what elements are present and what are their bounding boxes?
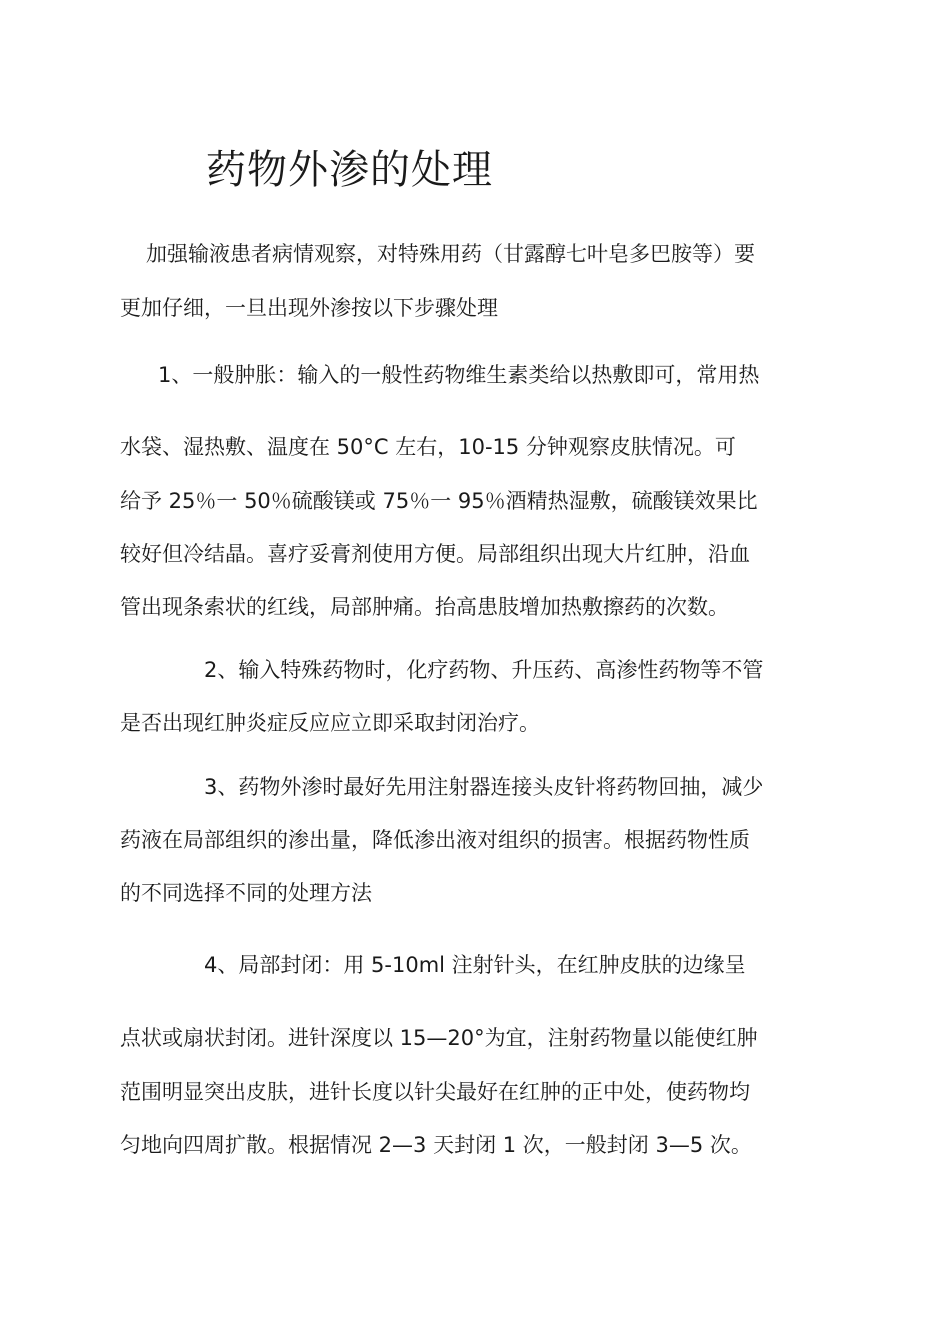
text-line: 1、一般肿胀：输入的一般性药物维生素类给以热敷即可，常用热 <box>158 363 760 387</box>
text-line: 3、药物外渗时最好先用注射器连接头皮针将药物回抽，减少 <box>204 775 764 799</box>
text-line: 的不同选择不同的处理方法 <box>120 881 372 905</box>
text-line: 给予 25％一 50％硫酸镁或 75％一 95％酒精热湿敷，硫酸镁效果比 <box>120 489 758 513</box>
text-line: 范围明显突出皮肤，进针长度以针尖最好在红肿的正中处，使药物均 <box>120 1080 750 1104</box>
text-line: 点状或扇状封闭。进针深度以 15—20°为宜，注射药物量以能使红肿 <box>120 1026 758 1050</box>
text-line: 2、输入特殊药物时，化疗药物、升压药、高渗性药物等不管 <box>204 658 764 682</box>
page-title: 药物外渗的处理 <box>206 147 493 193</box>
text-line: 更加仔细，一旦出现外渗按以下步骤处理 <box>120 296 498 320</box>
text-line: 较好但冷结晶。喜疗妥膏剂使用方便。局部组织出现大片红肿，沿血 <box>120 542 750 566</box>
text-line: 药液在局部组织的渗出量，降低渗出液对组织的损害。根据药物性质 <box>120 828 750 852</box>
text-line: 管出现条索状的红线，局部肿痛。抬高患肢增加热敷擦药的次数。 <box>120 595 729 619</box>
text-line: 水袋、湿热敷、温度在 50°C 左右，10-15 分钟观察皮肤情况。可 <box>120 435 736 459</box>
text-line: 4、局部封闭：用 5-10ml 注射针头，在红肿皮肤的边缘呈 <box>204 953 746 977</box>
text-line: 是否出现红肿炎症反应应立即采取封闭治疗。 <box>120 711 540 735</box>
text-line: 匀地向四周扩散。根据情况 2—3 天封闭 1 次，一般封闭 3—5 次。 <box>120 1133 752 1157</box>
text-line: 加强输液患者病情观察，对特殊用药（甘露醇七叶皂多巴胺等）要 <box>146 242 755 266</box>
